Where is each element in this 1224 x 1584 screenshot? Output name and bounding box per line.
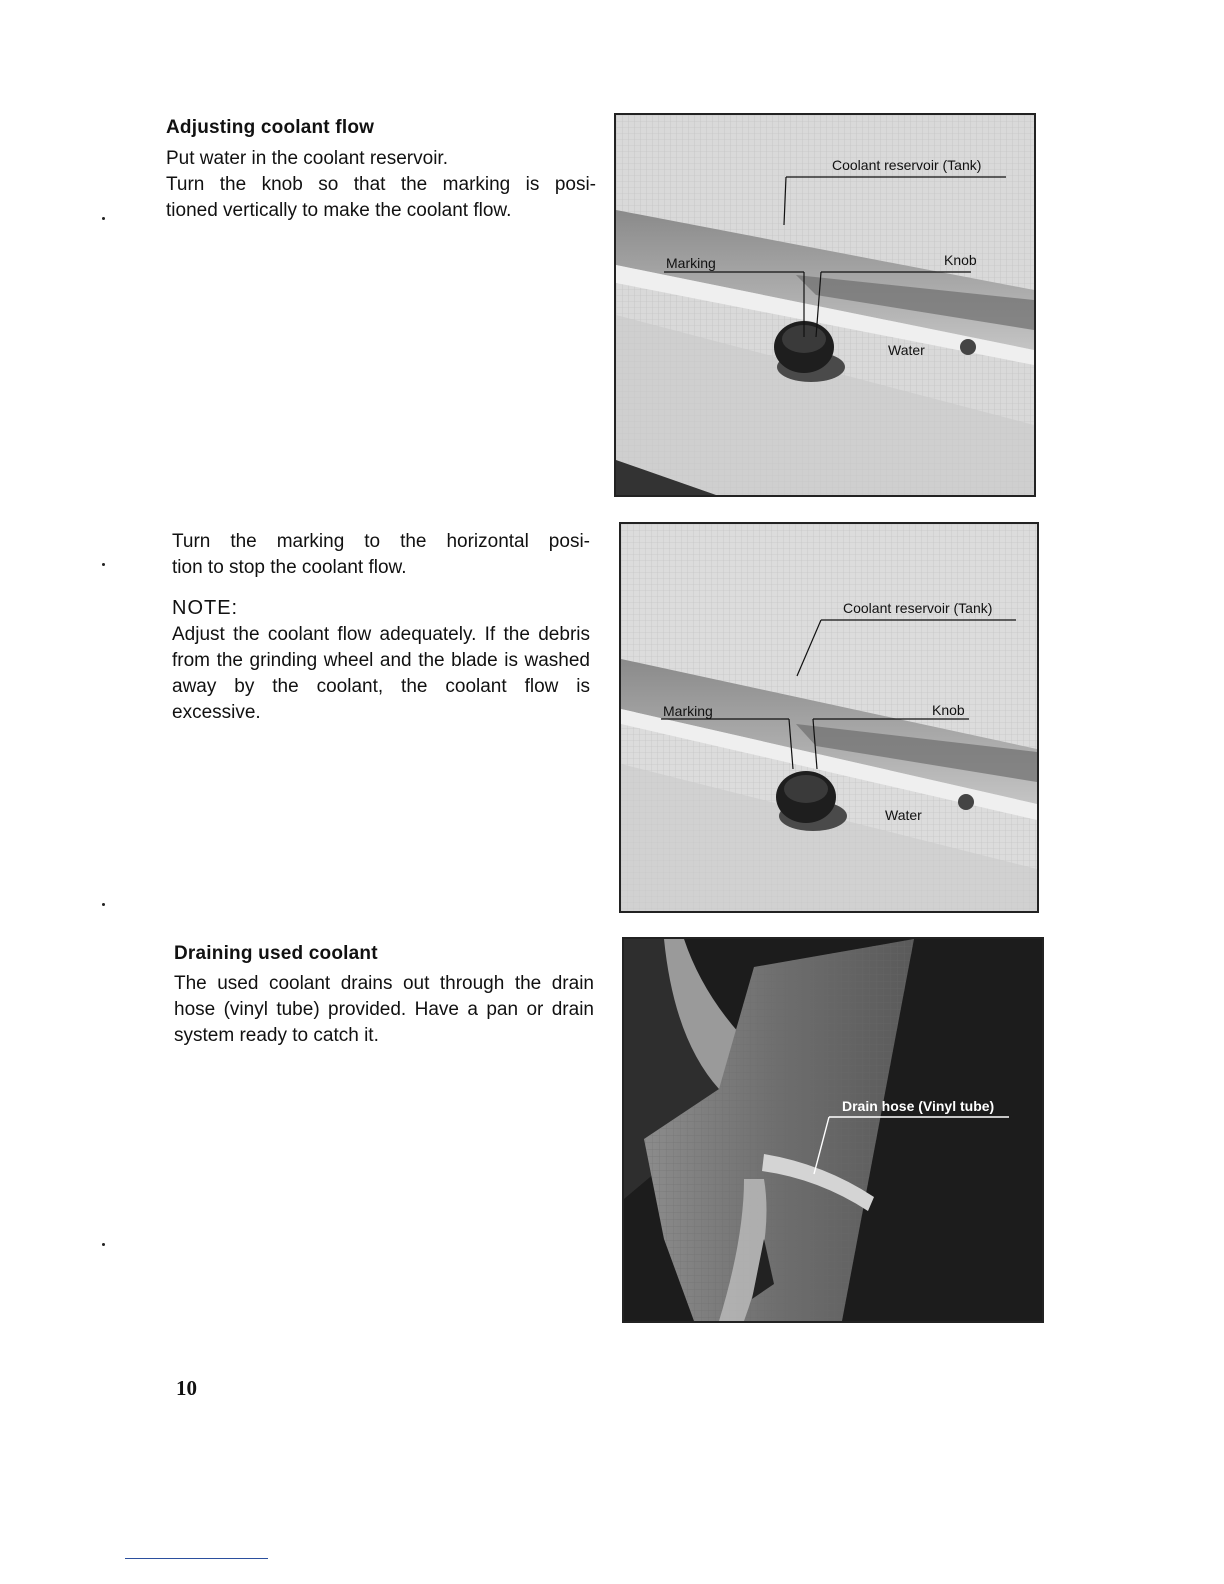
label-knob: Knob xyxy=(944,252,977,268)
heading-adjusting-coolant-flow: Adjusting coolant flow xyxy=(166,117,375,138)
text-line: Put water in the coolant reservoir. xyxy=(166,148,448,169)
label-knob: Knob xyxy=(932,702,965,718)
margin-dot xyxy=(102,217,105,220)
margin-dot xyxy=(102,563,105,566)
note-label: NOTE: xyxy=(172,597,239,619)
margin-dot xyxy=(102,903,105,906)
text-line: tioned vertically to make the coolant flow. xyxy=(166,200,512,221)
figure-coolant-flow-off xyxy=(619,522,1039,913)
draining-instructions: The used coolant drains out through the drain hose (vinyl tube) provided. Have a pan or drain system ready to catch it. xyxy=(174,973,594,1046)
label-marking: Marking xyxy=(666,255,716,271)
photo-illustration xyxy=(624,939,1042,1321)
figure-coolant-flow-on xyxy=(614,113,1036,497)
heading-draining-used-coolant: Draining used coolant xyxy=(174,943,378,964)
text-line: Turn the knob so that the marking is posi- xyxy=(166,174,596,195)
label-water: Water xyxy=(885,807,922,823)
instructions-start-flow xyxy=(166,146,596,224)
page-number: 10 xyxy=(176,1376,197,1400)
margin-dot xyxy=(102,1243,105,1246)
photo-illustration xyxy=(616,115,1034,495)
label-drain-hose: Drain hose (Vinyl tube) xyxy=(842,1098,995,1114)
instructions-stop-flow xyxy=(172,529,590,581)
label-water: Water xyxy=(888,342,925,358)
photo-illustration xyxy=(621,524,1037,911)
label-marking: Marking xyxy=(663,703,713,719)
footer-rule xyxy=(125,1558,268,1559)
text-line: Turn the marking to the horizontal posi- xyxy=(172,531,590,552)
text-line: tion to stop the coolant flow. xyxy=(172,557,407,578)
note-text: Adjust the coolant flow adequately. If the debris from the grinding wheel and the blade is washed away by the coolant, the coolant flow is excessive. xyxy=(172,624,590,723)
label-coolant-reservoir: Coolant reservoir (Tank) xyxy=(843,600,993,616)
figure-drain-hose xyxy=(622,937,1044,1323)
label-coolant-reservoir: Coolant reservoir (Tank) xyxy=(832,157,982,173)
